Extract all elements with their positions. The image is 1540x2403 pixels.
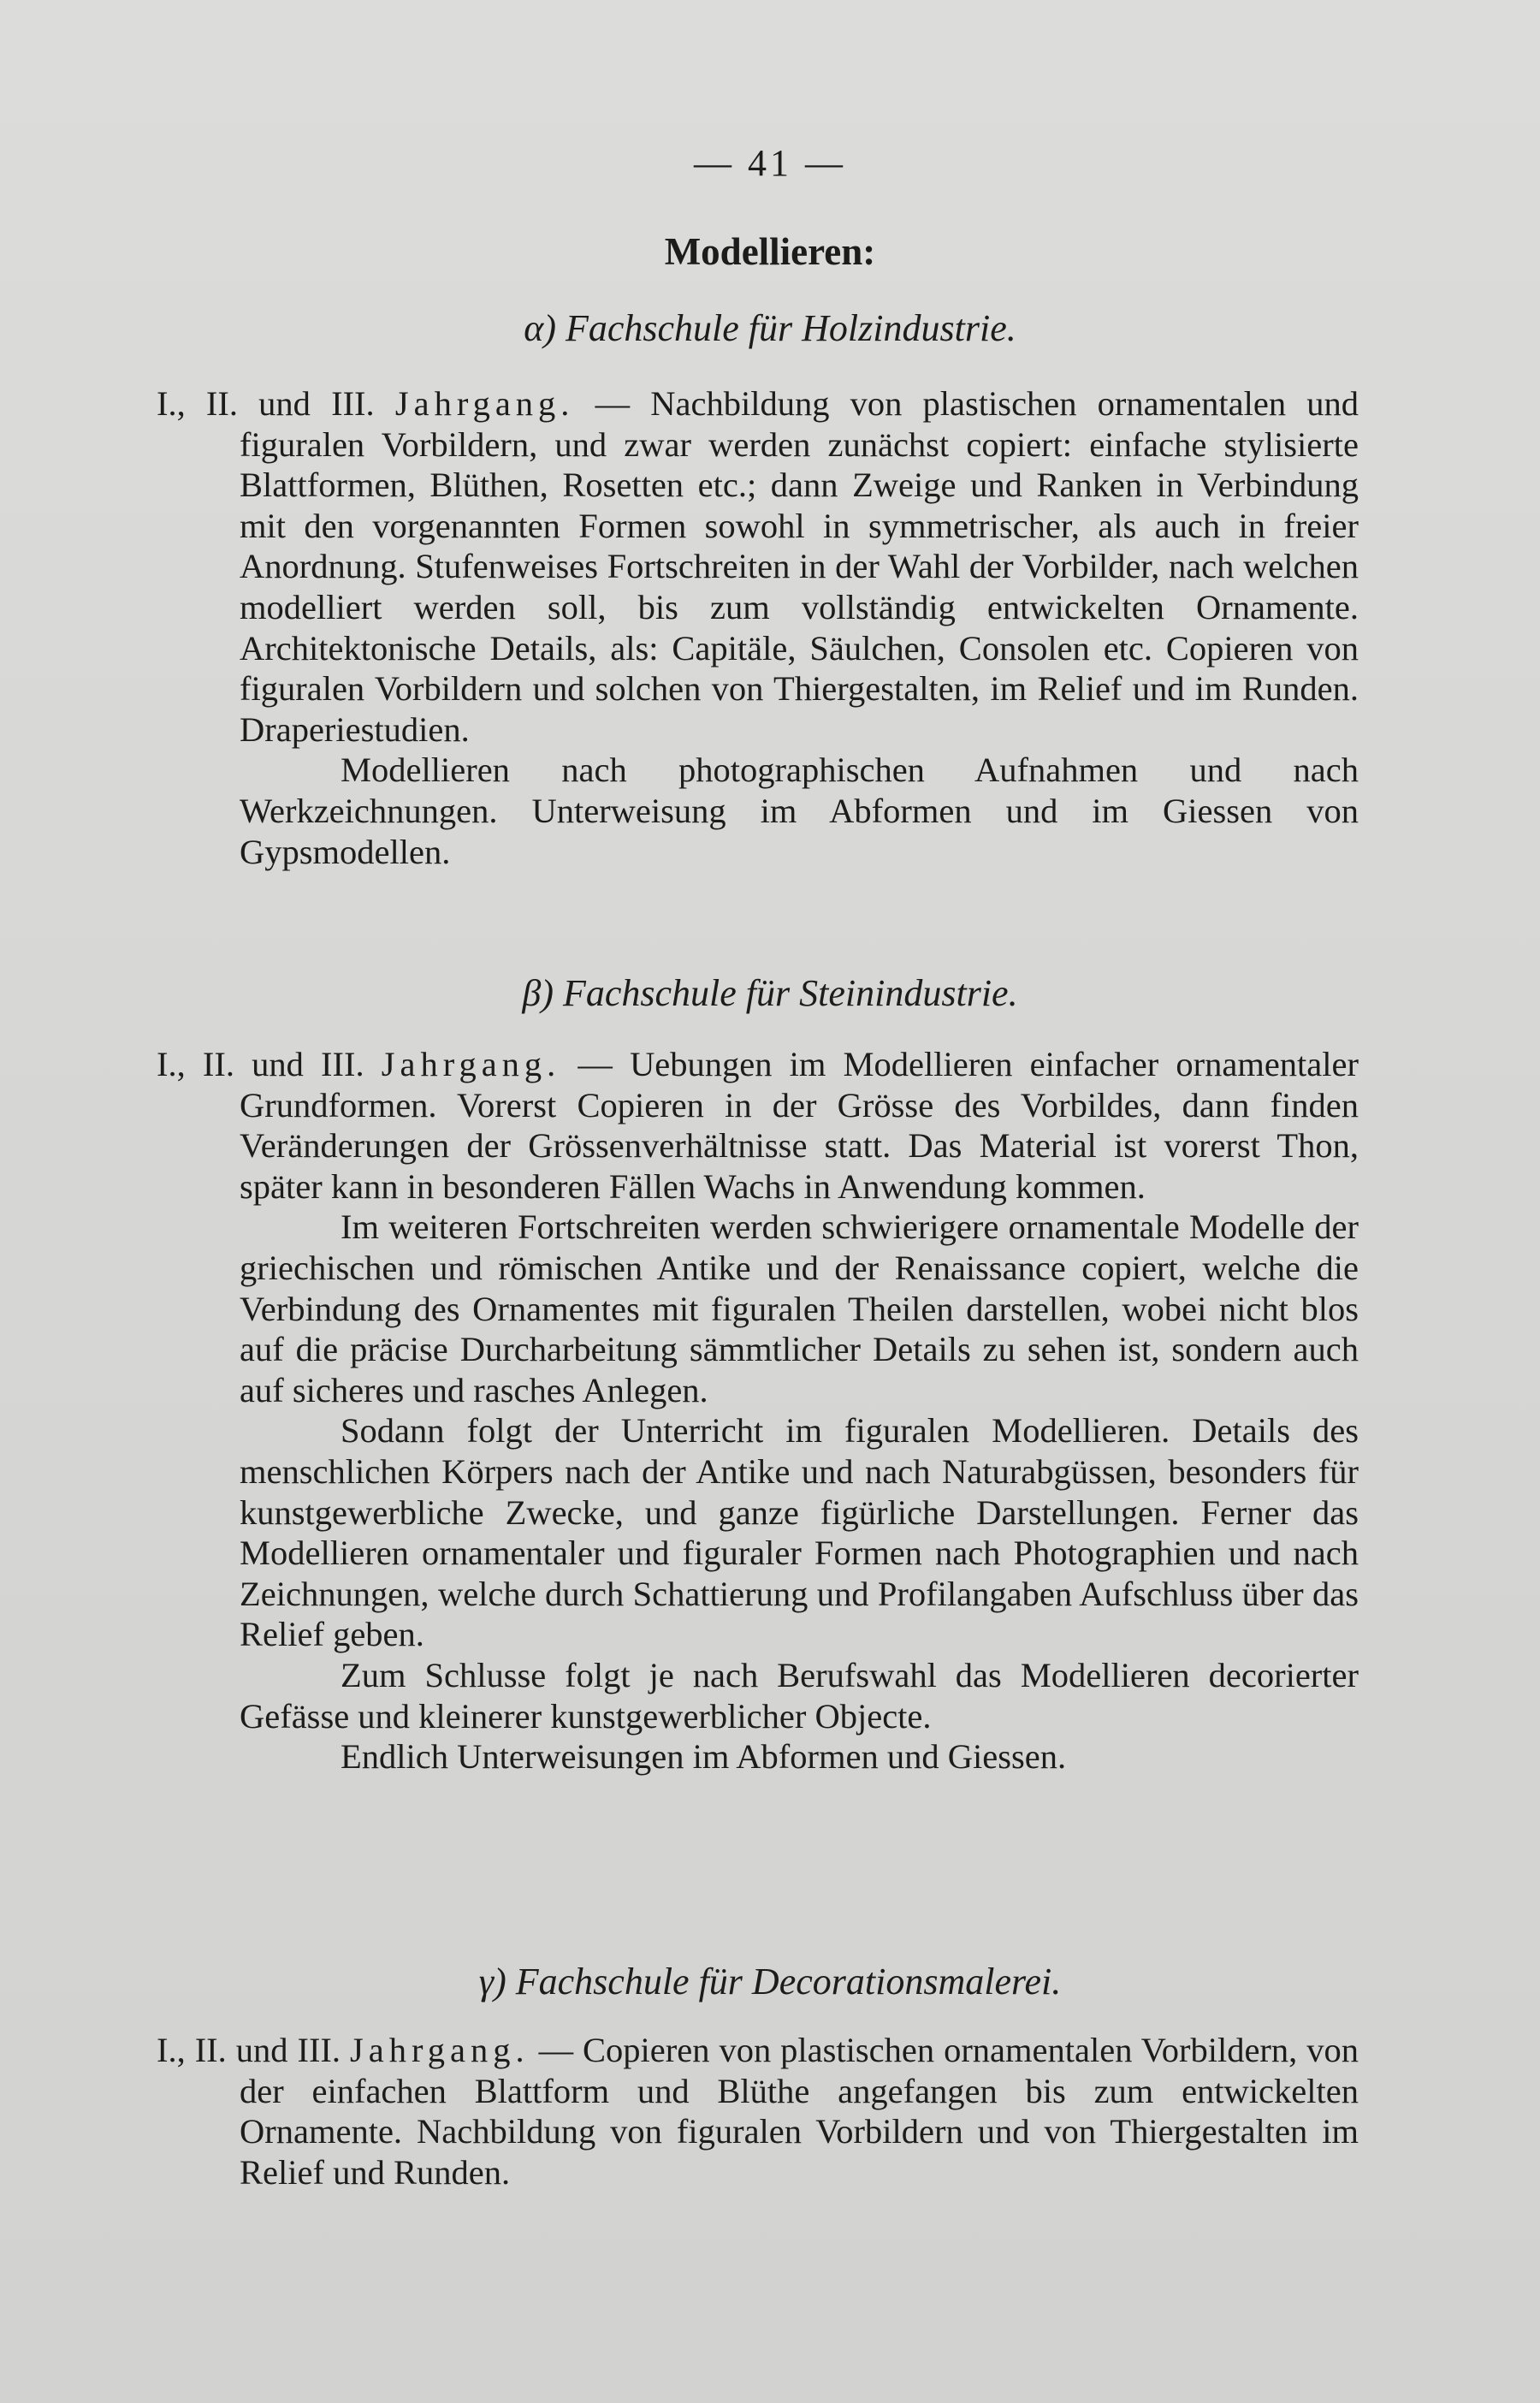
year-label-spaced: Jahrgang. [381, 1045, 561, 1083]
year-label-spaced: Jahrgang. [394, 384, 575, 423]
section-steinindustrie [157, 1044, 1359, 1777]
paragraph: Endlich Unterweisungen im Abformen und Giessen. [341, 1737, 1067, 1777]
section-lead-paragraph [157, 1044, 1359, 1207]
paragraph: Modellieren nach photographischen Aufnahmen und nach Werkzeichnungen. Unterweisung im Abformen und im Giessen von Gypsmodellen. [240, 751, 1359, 871]
page-title: Modellieren: [664, 230, 876, 273]
page-number: — 41 — [694, 142, 846, 184]
section-decorationsmalerei [157, 2030, 1359, 2192]
section-heading-steinindustrie: β) Fachschule für Steinindustrie. [522, 972, 1018, 1014]
year-label: I., II. und III. [157, 384, 395, 423]
paragraph: Im weiteren Fortschreiten werden schwierigere ornamentale Modelle der griechischen und römischen Antike und der Renaissance copiert, welche die Verbindung des Ornamentes mit figuralen Theilen darstellen, wobei nicht blos auf die präcise Durcharbeitung sämmtlicher Details zu sehen ist, sondern auch auf sicheres und rasches Anlegen. [240, 1207, 1359, 1409]
lead-text: — Copieren von plastischen ornamentalen Vorbildern, von der einfachen Blattform und Blüthe angefangen bis zum entwickelten Ornamente. Nachbildung von figuralen Vorbildern und von Thiergestalten im Relief und Runden. [240, 2031, 1359, 2192]
year-label: I., II. und III. [157, 2031, 351, 2069]
year-label-spaced: Jahrgang. [350, 2031, 530, 2069]
section-heading-decorationsmalerei: γ) Fachschule für Decorationsmalerei. [478, 1961, 1062, 2002]
section-holzindustrie [157, 383, 1359, 872]
section-lead-paragraph [157, 2030, 1359, 2192]
year-label: I., II. und III. [157, 1045, 382, 1083]
lead-text: — Uebungen im Modellieren einfacher ornamentaler Grundformen. Vorerst Copieren in der Grösse des Vorbildes, dann finden Veränderungen der Grössenverhältnisse statt. Das Material ist vorerst Thon, später kann in besonderen Fällen Wachs in Anwendung kommen. [240, 1045, 1359, 1206]
lead-text: — Nachbildung von plastischen ornamentalen und figuralen Vorbildern, und zwar werden zunächst copiert: einfache stylisierte Blattformen, Blüthen, Rosetten etc.; dann Zweige und Ranken in Verbindung mit den vorgenannten Formen sowohl in symmetrischer, als auch in freier Anordnung. Stufenweises Fortschreiten in der Wahl der Vorbilder, nach welchen modelliert werden soll, bis zum vollständig entwickelten Ornamente. Architektonische Details, als: Capitäle, Säulchen, Consolen etc. Copieren von figuralen Vorbildern und solchen von Thiergestalten, im Relief und im Runden. Draperiestudien. [240, 384, 1359, 749]
section-heading-holzindustrie: α) Fachschule für Holzindustrie. [524, 307, 1016, 349]
paragraph: Zum Schlusse folgt je nach Berufswahl das Modellieren decorierter Gefässe und kleinerer kunstgewerblicher Objecte. [240, 1655, 1359, 1736]
paragraph: Sodann folgt der Unterricht im figuralen Modellieren. Details des menschlichen Körpers nach der Antike und nach Naturabgüssen, besonders für kunstgewerbliche Zwecke, und ganze figürliche Darstellungen. Ferner das Modellieren ornamentaler und figuraler Formen nach Photographien und nach Zeichnungen, welche durch Schattierung und Profilangaben Aufschluss über das Relief geben. [240, 1411, 1359, 1654]
section-lead-paragraph [157, 383, 1359, 750]
